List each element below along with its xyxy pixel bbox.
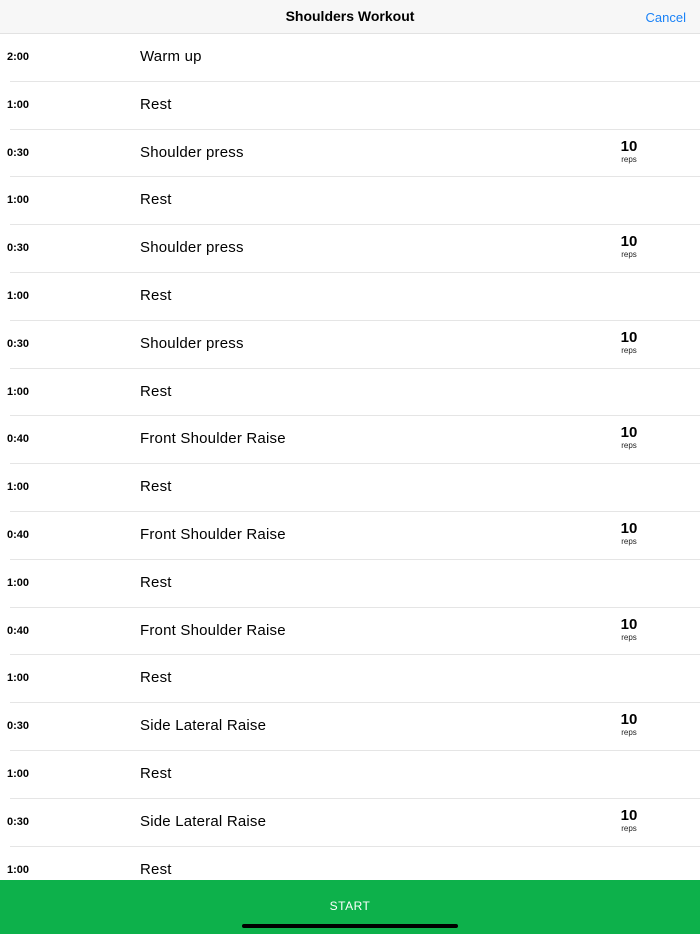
list-item[interactable] [0,799,700,847]
reps-count: 10 [620,328,638,346]
reps-badge [612,424,646,451]
list-item[interactable] [0,321,700,369]
step-name: Rest [140,764,172,782]
list-item[interactable] [0,34,700,82]
list-item[interactable] [0,130,700,178]
step-name: Rest [140,573,172,591]
step-name: Rest [140,95,172,113]
reps-badge [612,520,646,547]
workout-step-list[interactable] [0,34,700,880]
list-item[interactable] [0,751,700,799]
list-item[interactable] [0,608,700,656]
step-name: Front Shoulder Raise [140,621,286,639]
reps-count: 10 [620,615,638,633]
start-button-label: START [329,899,371,913]
step-duration: 1:00 [7,385,30,398]
navigation-bar [0,0,700,34]
cancel-button[interactable]: Cancel [645,10,686,25]
reps-badge [612,711,646,738]
step-duration: 0:40 [7,528,30,541]
step-duration: 0:30 [7,815,30,828]
step-name: Shoulder press [140,334,244,352]
reps-badge [612,138,646,165]
step-duration: 0:30 [7,146,30,159]
step-duration: 1:00 [7,576,30,589]
step-name: Rest [140,191,172,209]
step-duration: 0:30 [7,720,30,733]
step-name: Rest [140,669,172,687]
reps-unit: reps [621,728,637,738]
reps-unit: reps [621,154,637,164]
step-duration: 0:40 [7,433,30,446]
reps-unit: reps [621,536,637,546]
step-name: Side Lateral Raise [140,717,267,735]
list-item[interactable] [0,512,700,560]
step-duration: 0:40 [7,624,30,637]
step-name: Front Shoulder Raise [140,430,286,448]
step-duration: 1:00 [7,672,30,685]
reps-unit: reps [621,441,637,451]
reps-unit: reps [621,345,637,355]
step-duration: 1:00 [7,194,30,207]
step-duration: 1:00 [7,863,30,876]
list-item[interactable] [0,847,700,880]
list-item[interactable] [0,82,700,130]
reps-badge [612,807,646,834]
step-name: Rest [140,286,172,304]
list-item[interactable] [0,369,700,417]
reps-count: 10 [620,806,638,824]
reps-count: 10 [620,137,638,155]
list-item[interactable] [0,655,700,703]
step-duration: 1:00 [7,481,30,494]
step-duration: 1:00 [7,289,30,302]
page-title: Shoulders Workout [285,8,415,24]
list-item[interactable] [0,273,700,321]
list-item[interactable] [0,225,700,273]
reps-count: 10 [620,519,638,537]
reps-unit: reps [621,823,637,833]
step-name: Front Shoulder Raise [140,525,286,543]
step-name: Shoulder press [140,143,244,161]
reps-badge [612,329,646,356]
list-item[interactable] [0,177,700,225]
reps-badge [612,616,646,643]
step-duration: 1:00 [7,767,30,780]
step-name: Shoulder press [140,239,244,257]
step-name: Warm up [140,48,202,65]
step-name: Rest [140,382,172,400]
reps-count: 10 [620,711,638,729]
reps-unit: reps [621,250,637,260]
list-item[interactable] [0,464,700,512]
step-duration: 1:00 [7,98,30,111]
step-duration: 2:00 [7,51,30,63]
list-item[interactable] [0,560,700,608]
reps-badge [612,233,646,260]
step-duration: 0:30 [7,337,30,350]
step-name: Rest [140,478,172,496]
home-indicator [242,924,458,928]
list-item[interactable] [0,416,700,464]
step-name: Rest [140,860,172,878]
reps-unit: reps [621,632,637,642]
reps-count: 10 [620,424,638,442]
list-item[interactable] [0,703,700,751]
step-name: Side Lateral Raise [140,812,267,830]
reps-count: 10 [620,233,638,251]
step-duration: 0:30 [7,242,30,255]
